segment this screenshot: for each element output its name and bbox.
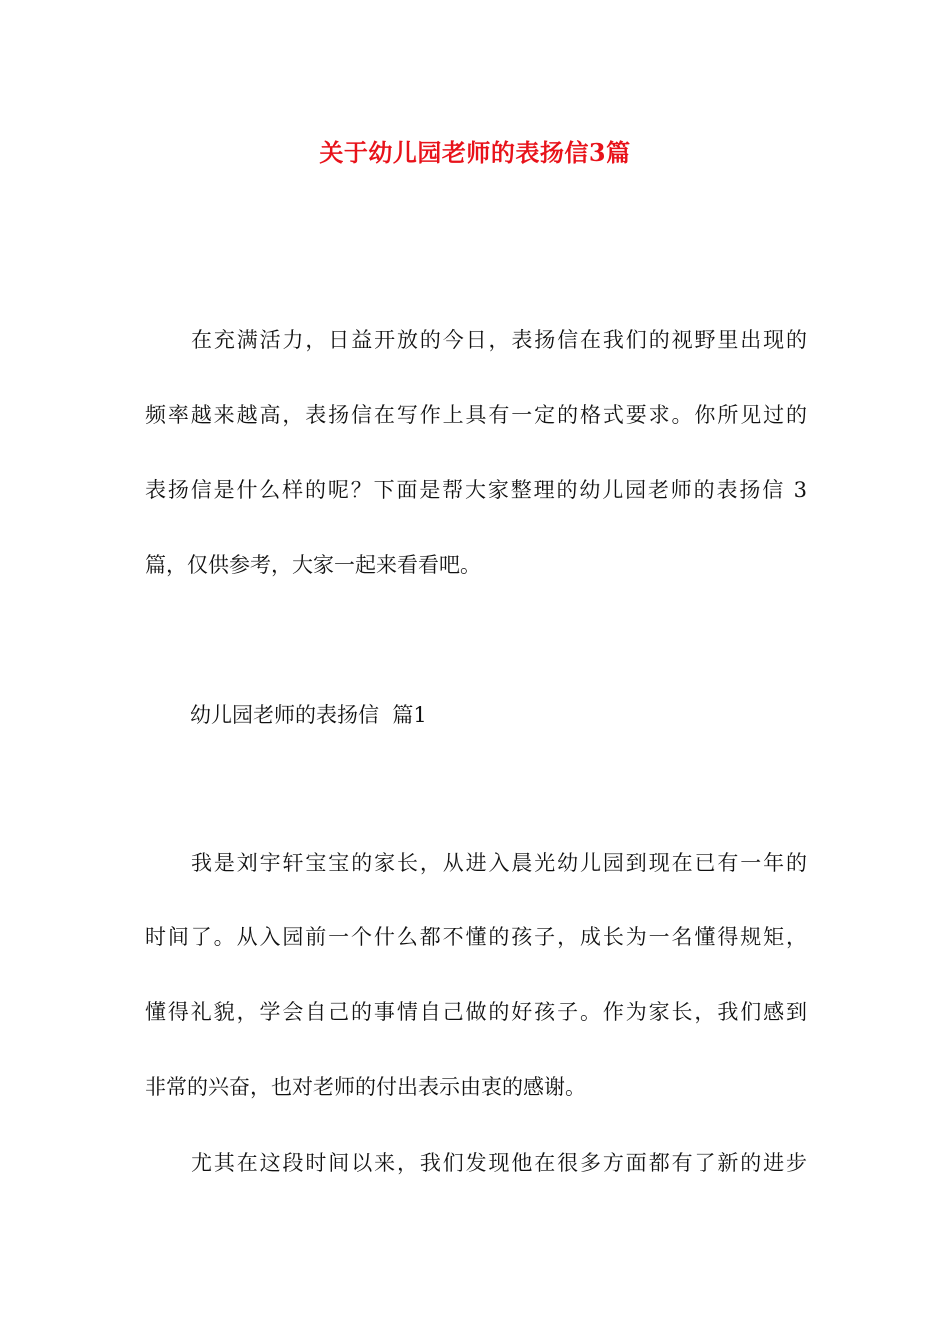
body-line-5: 尤其在这段时间以来，我们发现他在很多方面都有了新的进步 bbox=[191, 1151, 807, 1175]
intro-line-3: 表扬信是什么样的呢？下面是帮大家整理的幼儿园老师的表扬信 3 bbox=[145, 478, 807, 502]
body-line-1: 我是刘宇轩宝宝的家长，从进入晨光幼儿园到现在已有一年的 bbox=[191, 851, 807, 875]
body-line-2: 时间了。从入园前一个什么都不懂的孩子，成长为一名懂得规矩， bbox=[145, 925, 807, 949]
intro-line-4: 篇，仅供参考，大家一起来看看吧。 bbox=[145, 553, 481, 577]
intro-line-2: 频率越来越高，表扬信在写作上具有一定的格式要求。你所见过的 bbox=[145, 403, 807, 427]
body-line-3: 懂得礼貌，学会自己的事情自己做的好孩子。作为家长，我们感到 bbox=[145, 1000, 807, 1024]
section-heading: 幼儿园老师的表扬信 篇1 bbox=[190, 703, 427, 727]
document-title: 关于幼儿园老师的表扬信3篇 bbox=[319, 138, 631, 167]
intro-line-1: 在充满活力，日益开放的今日，表扬信在我们的视野里出现的 bbox=[191, 328, 807, 352]
body-line-4: 非常的兴奋，也对老师的付出表示由衷的感谢。 bbox=[145, 1075, 586, 1099]
